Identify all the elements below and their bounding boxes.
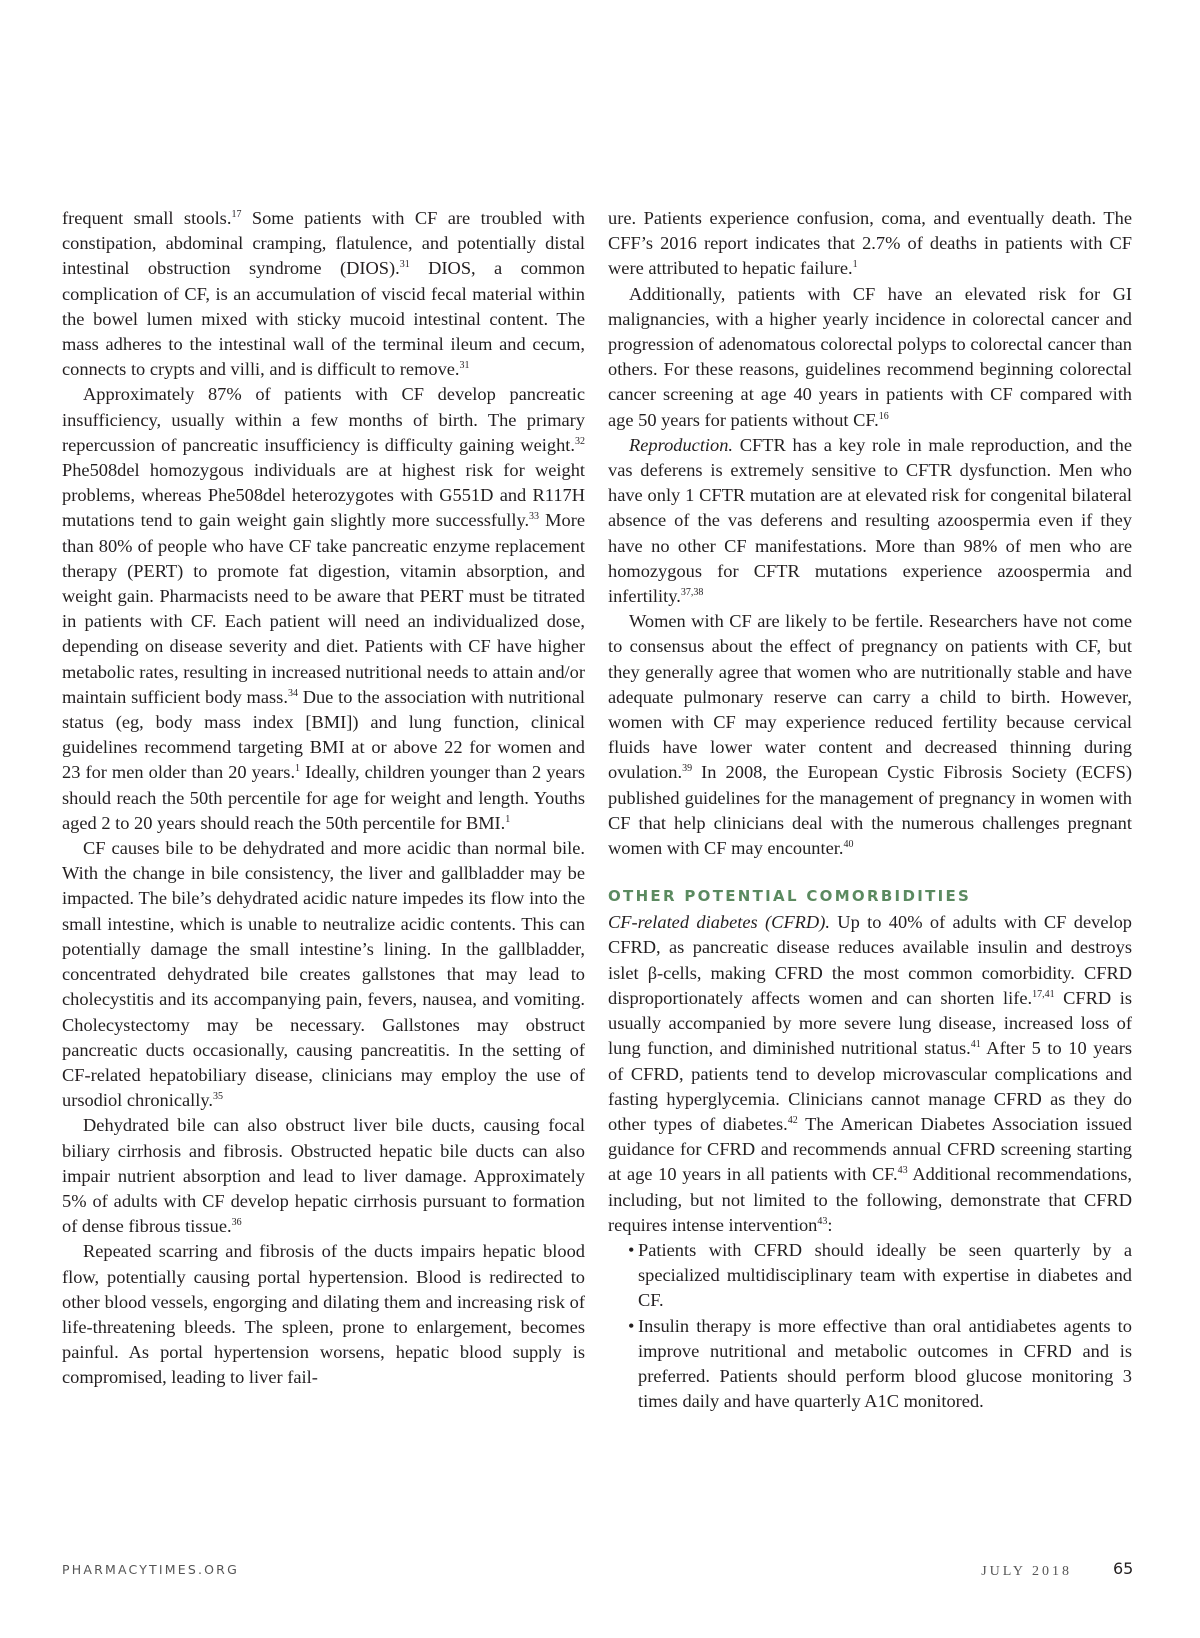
text-run: More than 80% of people who have CF take pancreatic enzyme replacement therapy (PERT) to promote fat digestion, vitamin absorption, and weight gain. Pharmacists need to be aware that PERT must be titrated in patients with CF. Each patient will need an individualized dose, depending on disease severity and diet. Patients with CF have higher metabolic rates, resulting in increased nutritional needs to attain and/or maintain sufficient body mass. xyxy=(62,510,585,707)
body-paragraph xyxy=(608,433,1132,609)
text-run: After 5 to 10 years of CFRD, patients tend to develop microvascular complications and fasting hyperglycemia. Clinicians cannot manage CFRD as they do other types of diabetes. xyxy=(608,1038,1132,1134)
text-run: DIOS, a common complication of CF, is an accumulation of viscid fecal material within the bowel lumen mixed with sticky mucoid intestinal content. The mass adheres to the intestinal wall of the terminal ileum and cecum, connects to crypts and villi, and is difficult to remove. xyxy=(62,258,585,380)
text-run: Ideally, children younger than 2 years should reach the 50th percentile for age for weight and length. Youths aged 2 to 20 years should reach the 50th percentile for BMI. xyxy=(62,762,585,833)
text-run: Patients with CFRD should ideally be seen quarterly by a specialized multidisciplinary team with expertise in diabetes and CF. xyxy=(638,1239,1132,1311)
citation-superscript: 33 xyxy=(529,511,540,523)
bullet-icon: • xyxy=(628,1315,635,1336)
body-paragraph xyxy=(608,206,1132,282)
text-run: CF causes bile to be dehydrated and more acidic than normal bile. With the change in bile consistency, the liver and gallbladder may be impacted. The bile’s dehydrated acidic nature impedes its flow into the small intestine, which is unable to neutralize acidic contents. This can potentially damage the small intestine’s lining. In the gallbladder, concentrated dehydrated bile creates gallstones that may lead to cholecystitis and its accompanying pain, fevers, nausea, and vomiting. Cholecystectomy may be necessary. Gallstones may obstruct pancreatic ducts occasionally, causing pancreatitis. In the setting of CF-related hepatobiliary disease, clinicians may employ the use of ursodiol chronically. xyxy=(62,838,585,1111)
text-run: Dehydrated bile can also obstruct liver bile ducts, causing focal biliary cirrhosis and fibrosis. Obstructed hepatic bile ducts can also impair nutrient absorption and lead to liver damage. Approximately 5% of adults with CF develop hepatic cirrhosis pursuant to formation of dense fibrous tissue. xyxy=(62,1115,585,1237)
citation-superscript: 37,38 xyxy=(680,587,704,599)
text-run: Repeated scarring and fibrosis of the ducts impairs hepatic blood flow, potentially causing portal hypertension. Blood is redirected to other blood vessels, engorging and dilating them and increasing risk of life-threatening bleeds. The spleen, prone to enlargement, becomes painful. As portal hypertension worsens, hepatic blood supply is compromised, leading to liver fail- xyxy=(62,1241,585,1388)
body-paragraph xyxy=(62,382,585,836)
text-run: Due to the association with nutritional status (eg, body mass index [BMI]) and lung function, clinical guidelines recommend targeting BMI at or above 22 for women and 23 for men older than 20 years. xyxy=(62,686,585,783)
body-paragraph xyxy=(608,282,1132,433)
text-run: Approximately 87% of patients with CF develop pancreatic insufficiency, usually within a few months of birth. The primary repercussion of pancreatic insufficiency is difficulty gaining weight. xyxy=(62,384,585,455)
citation-superscript: 34 xyxy=(287,687,298,699)
body-paragraph xyxy=(62,1239,585,1390)
text-run: : xyxy=(827,1214,833,1235)
body-paragraph xyxy=(62,1113,585,1239)
body-paragraph xyxy=(608,910,1132,1238)
citation-superscript: 1 xyxy=(295,763,301,775)
body-paragraph xyxy=(62,836,585,1113)
text-run: Additional recommendations, including, but not limited to the following, demonstrate that CFRD requires intense intervention xyxy=(608,1164,1133,1235)
citation-superscript: 32 xyxy=(575,435,585,447)
citation-superscript: 16 xyxy=(878,410,889,422)
citation-superscript: 42 xyxy=(787,1114,798,1126)
citation-superscript: 40 xyxy=(843,839,854,851)
citation-superscript: 1 xyxy=(505,813,511,825)
list-item xyxy=(608,1314,1132,1415)
list-item xyxy=(608,1238,1132,1314)
citation-superscript: 35 xyxy=(213,1091,224,1103)
text-run: Up to 40% of adults with CF develop CFRD, as pancreatic disease reduces available insulin and destroys islet β-cells, making CFRD the most common comorbidity. CFRD disproportionately affects women and can shorten life. xyxy=(608,912,1132,1008)
right-column xyxy=(608,206,1132,1414)
text-run: CFRD is usually accompanied by more severe lung disease, increased loss of lung function, and diminished nutritional status. xyxy=(608,987,1132,1059)
left-column xyxy=(62,206,585,1391)
text-run: Women with CF are likely to be fertile. Researchers have not come to consensus about the effect of pregnancy on patients with CF, but they generally agree that women who are nutritionally stable and have adequate pulmonary reserve can carry a child to birth. However, women with CF may experience reduced fertility because cervical fluids have lower water content and decreased thinning during ovulation. xyxy=(608,611,1132,783)
citation-superscript: 39 xyxy=(682,763,693,775)
text-run: ure. Patients experience confusion, coma, and eventually death. The CFF’s 2016 report indicates that 2.7% of deaths in patients with CF were attributed to hepatic failure. xyxy=(608,208,1132,279)
text-run: Additionally, patients with CF have an elevated risk for GI malignancies, with a higher yearly incidence in colorectal cancer and progression of adenomatous colorectal polyps to colorectal cancer than others. For these reasons, guidelines recommend beginning colorectal cancer screening at age 40 years in patients with CF compared with age 50 years for patients without CF. xyxy=(608,283,1132,430)
section-subheading: Reproduction. xyxy=(629,434,734,455)
bullet-list xyxy=(608,1238,1132,1414)
body-paragraph xyxy=(608,609,1132,861)
page-number: 65 xyxy=(1113,1559,1134,1578)
citation-superscript: 31 xyxy=(399,259,410,271)
citation-superscript: 1 xyxy=(852,259,858,271)
text-run: CFTR has a key role in male reproduction, and the vas deferens is extremely sensitive to CFTR dysfunction. Men who have only 1 CFTR mutation are at elevated risk for congenital bilateral absence of the vas deferens and resulting azoospermia even if they have no other CF manifestations. More than 98% of men who are homozygous for CFTR mutations experience azoospermia and infertility. xyxy=(608,434,1132,607)
bullet-icon: • xyxy=(628,1239,635,1260)
text-run: Phe508del homozygous individuals are at highest risk for weight problems, whereas Phe508del heterozygotes with G551D and R117H mutations tend to gain weight gain slightly more successfully. xyxy=(62,460,585,531)
text-run: frequent small stools. xyxy=(62,208,232,228)
footer-site-url: PHARMACYTIMES.ORG xyxy=(62,1562,239,1577)
citation-superscript: 43 xyxy=(817,1215,828,1227)
text-run: The American Diabetes Association issued guidance for CFRD and recommends annual CFRD screening starting at age 10 years in all patients with CF. xyxy=(608,1113,1132,1185)
text-run: In 2008, the European Cystic Fibrosis Society (ECFS) published guidelines for the management of pregnancy in women with CF that help clinicians deal with the numerous challenges pregnant women with CF may encounter. xyxy=(608,762,1132,859)
text-run: Insulin therapy is more effective than oral antidiabetes agents to improve nutritional and metabolic outcomes in CFRD and is preferred. Patients should perform blood glucose monitoring 3 times daily and have quarterly A1C monitored. xyxy=(638,1315,1132,1412)
citation-superscript: 36 xyxy=(231,1217,242,1229)
section-heading: OTHER POTENTIAL COMORBIDITIES xyxy=(608,887,972,906)
citation-superscript: 31 xyxy=(459,360,470,372)
citation-superscript: 17,41 xyxy=(1032,988,1055,1000)
citation-superscript: 41 xyxy=(970,1039,981,1051)
footer-issue-date: JULY 2018 xyxy=(981,1564,1072,1579)
citation-superscript: 43 xyxy=(897,1165,908,1177)
citation-superscript: 17 xyxy=(231,209,242,220)
section-subheading: CF-related diabetes (CFRD). xyxy=(608,912,830,933)
text-run: Some patients with CF are troubled with constipation, abdominal cramping, flatulence, and potentially distal intestinal obstruction syndrome (DIOS). xyxy=(62,208,585,279)
body-paragraph xyxy=(62,206,585,382)
